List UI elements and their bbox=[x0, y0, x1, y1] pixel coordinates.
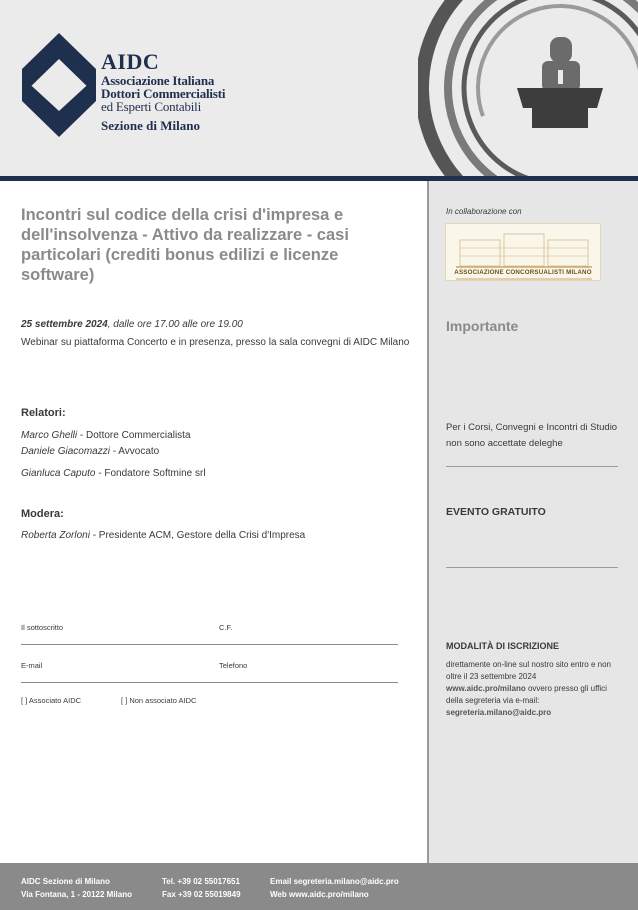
aidc-logo-icon bbox=[22, 33, 96, 137]
moderator-name: Roberta Zorloni bbox=[21, 530, 90, 541]
speaker-name: Gianluca Caputo bbox=[21, 468, 96, 479]
registration-site-link[interactable]: www.aidc.pro/milano bbox=[446, 684, 526, 693]
registration-deadline: direttamente on-line sul nostro sito entro e non oltre il 23 settembre 2024 bbox=[446, 660, 611, 681]
event-date-line bbox=[21, 319, 243, 330]
footer-web[interactable]: Web www.aidc.pro/milano bbox=[270, 890, 369, 899]
speaker-name: Daniele Giacomazzi bbox=[21, 446, 110, 457]
sidebar-divider bbox=[446, 466, 618, 467]
brand-line-2: Dottori Commercialisti bbox=[101, 86, 226, 101]
phone-label: Telefono bbox=[219, 661, 248, 670]
speaker-podium-icon bbox=[418, 0, 638, 176]
speaker-item bbox=[21, 430, 191, 441]
footer-phone-block bbox=[162, 875, 241, 901]
footer-address-block bbox=[21, 875, 132, 901]
speaker-name: Marco Ghelli bbox=[21, 430, 78, 441]
brand-section: Sezione di Milano bbox=[101, 118, 200, 133]
event-title: Incontri sul codice della crisi d'impresa e dell'insolvenza - Attivo da realizzare - casi particolari (crediti bonus edilizi e licenze software) bbox=[21, 206, 349, 284]
brand-block bbox=[101, 50, 225, 134]
speaker-role: - Fondatore Softmine srl bbox=[95, 468, 206, 479]
moderator-item bbox=[21, 530, 305, 541]
important-text: Per i Corsi, Convegni e Incontri di Studio non sono accettate deleghe bbox=[446, 422, 618, 449]
brand-acronym: AIDC bbox=[101, 49, 160, 74]
footer-tel: Tel. +39 02 55017651 bbox=[162, 877, 240, 886]
cf-label: C.F. bbox=[219, 623, 233, 632]
brand-line-1: Associazione Italiana bbox=[101, 73, 215, 88]
footer-email[interactable]: Email segreteria.milano@aidc.pro bbox=[270, 877, 399, 886]
collab-logo-text: ASSOCIAZIONE CONCORSUALISTI MILANO bbox=[454, 269, 592, 276]
registration-office: ovvero presso gli uffici della segreteria via e-mail: bbox=[446, 684, 607, 705]
page-header bbox=[0, 0, 638, 176]
sidebar-divider bbox=[446, 567, 618, 568]
undersigned-cf-field[interactable] bbox=[21, 644, 398, 645]
moderator-role: - Presidente ACM, Gestore della Crisi d'Impresa bbox=[89, 530, 306, 541]
brand-line-3: ed Esperti Contabili bbox=[101, 99, 201, 114]
registration-text bbox=[446, 659, 626, 719]
email-phone-field[interactable] bbox=[21, 682, 398, 683]
event-free-label: EVENTO GRATUITO bbox=[446, 506, 546, 518]
footer-address: Via Fontana, 1 - 20122 Milano bbox=[21, 890, 132, 899]
registration-title: MODALITÀ DI ISCRIZIONE bbox=[446, 641, 559, 651]
speaker-role: - Avvocato bbox=[109, 446, 160, 457]
event-location: Webinar su piattaforma Concerto e in presenza, presso la sala convegni di AIDC Milano bbox=[21, 337, 410, 348]
footer-org-name: AIDC Sezione di Milano bbox=[21, 877, 110, 886]
info-sidebar bbox=[427, 181, 638, 863]
event-time: , dalle ore 17.00 alle ore 19.00 bbox=[107, 319, 243, 330]
footer-fax: Fax +39 02 55019849 bbox=[162, 890, 241, 899]
speaker-item bbox=[21, 446, 159, 457]
collab-logo bbox=[445, 223, 601, 281]
page-footer bbox=[0, 863, 638, 910]
collab-label: In collaborazione con bbox=[446, 207, 522, 216]
important-title: Importante bbox=[446, 318, 519, 334]
speakers-heading: Relatori: bbox=[21, 407, 66, 419]
checkbox-non-member[interactable]: [ ] Non associato AIDC bbox=[121, 696, 197, 705]
speaker-item bbox=[21, 468, 206, 479]
email-label: E-mail bbox=[21, 661, 43, 670]
undersigned-label: Il sottoscritto bbox=[21, 623, 64, 632]
moderator-heading: Modera: bbox=[21, 508, 64, 520]
footer-contact-block bbox=[270, 875, 399, 901]
event-date: 25 settembre 2024 bbox=[21, 319, 108, 330]
registration-email-link[interactable]: segreteria.milano@aidc.pro bbox=[446, 708, 552, 717]
checkbox-member[interactable]: [ ] Associato AIDC bbox=[21, 696, 82, 705]
speaker-role: - Dottore Commercialista bbox=[77, 430, 191, 441]
